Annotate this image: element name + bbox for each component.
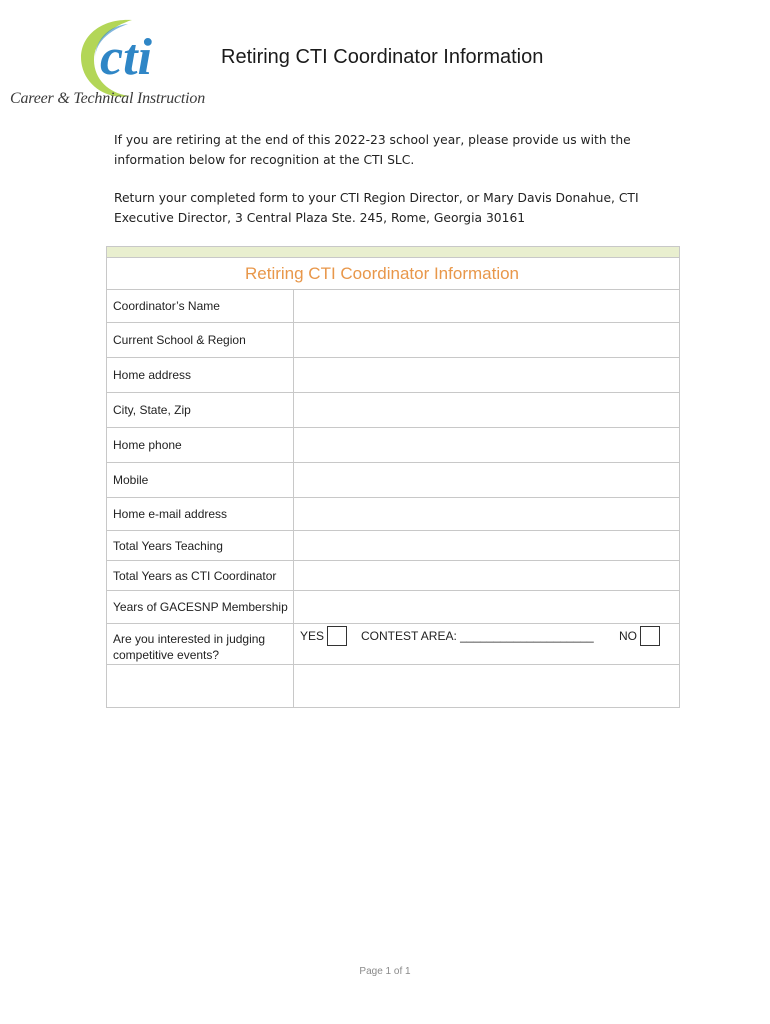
form-title: Retiring CTI Coordinator Information [107, 258, 679, 290]
form-row-total-years-teaching [107, 531, 679, 561]
table-header-band [107, 247, 679, 258]
home-phone-field[interactable] [294, 428, 679, 462]
row-label: Total Years as CTI Coordinator [107, 561, 294, 590]
coordinator-name-field[interactable] [294, 290, 679, 322]
judging-question: Are you interested in judging competitive events? [107, 624, 294, 664]
form-row-years-cti-coordinator [107, 561, 679, 591]
coordinator-form-table [106, 246, 680, 708]
blank-value-cell[interactable] [294, 665, 679, 707]
yes-checkbox[interactable] [327, 626, 347, 646]
row-label: Home address [107, 358, 294, 392]
logo-mark-text: cti [100, 29, 152, 86]
row-label: Mobile [107, 463, 294, 497]
home-email-field[interactable] [294, 498, 679, 530]
city-state-zip-field[interactable] [294, 393, 679, 427]
total-years-teaching-field[interactable] [294, 531, 679, 560]
form-row-current-school [107, 323, 679, 358]
judging-options [294, 624, 679, 664]
yes-label: YES [300, 629, 325, 643]
form-row-mobile [107, 463, 679, 498]
no-label: NO [619, 629, 637, 643]
form-row-judging [107, 624, 679, 665]
form-row-city-state-zip [107, 393, 679, 428]
form-row-gacesnp-membership [107, 591, 679, 624]
logo-tagline: Career & Technical Instruction [10, 90, 206, 107]
row-label: Home phone [107, 428, 294, 462]
row-label: Current School & Region [107, 323, 294, 357]
blank-label-cell [107, 665, 294, 707]
row-label: Home e-mail address [107, 498, 294, 530]
form-row-home-address [107, 358, 679, 393]
cti-logo [10, 14, 240, 114]
no-checkbox[interactable] [640, 626, 660, 646]
intro-paragraph-2: Return your completed form to your CTI Region Director, or Mary Davis Donahue, CTI Executive Director, 3 Central Plaza Ste. 245, Rome, Georgia 30161 [114, 191, 639, 225]
row-label: Total Years Teaching [107, 531, 294, 560]
page-number: Page 1 of 1 [359, 966, 411, 977]
contest-area-field[interactable]: CONTEST AREA: ____________________ [361, 629, 594, 643]
row-label: Coordinator’s Name [107, 290, 294, 322]
form-row-coordinator-name [107, 290, 679, 323]
form-row-home-email [107, 498, 679, 531]
gacesnp-membership-field[interactable] [294, 591, 679, 623]
home-address-field[interactable] [294, 358, 679, 392]
form-row-home-phone [107, 428, 679, 463]
row-label: Years of GACESNP Membership [107, 591, 294, 623]
page-title: Retiring CTI Coordinator Information [221, 46, 544, 68]
mobile-field[interactable] [294, 463, 679, 497]
intro-paragraph-1: If you are retiring at the end of this 2022-23 school year, please provide us with the information below for recognition at the CTI SLC. [114, 133, 631, 167]
form-row-blank [107, 665, 679, 707]
current-school-field[interactable] [294, 323, 679, 357]
years-cti-coordinator-field[interactable] [294, 561, 679, 590]
row-label: City, State, Zip [107, 393, 294, 427]
